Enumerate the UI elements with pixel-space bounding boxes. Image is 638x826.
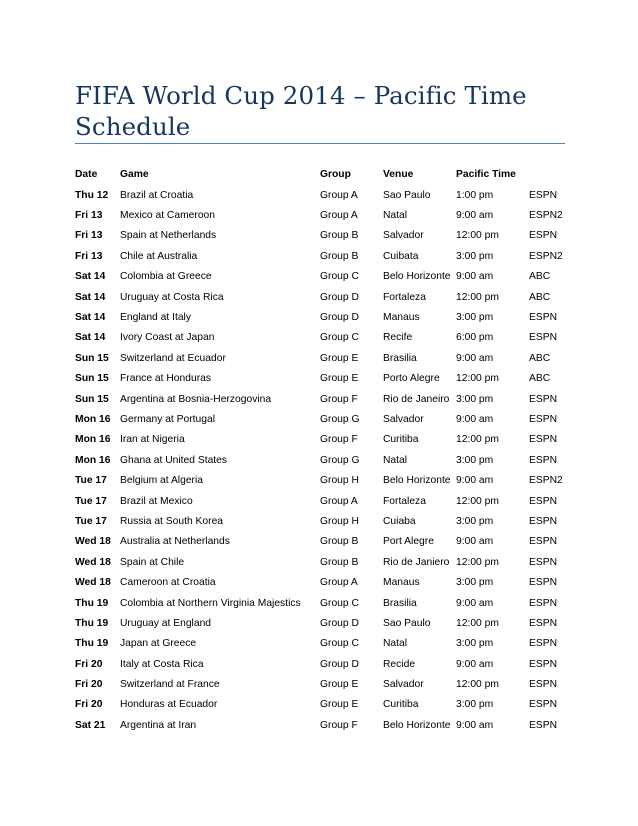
cell-date: Thu 12: [75, 189, 109, 201]
cell-group: Group H: [320, 475, 359, 487]
schedule-body: [75, 185, 575, 736]
table-row: [75, 389, 575, 409]
cell-pacific-time: 12:00 pm: [456, 495, 499, 507]
cell-venue: Port Alegre: [383, 536, 434, 548]
cell-pacific-time: 9:00 am: [456, 597, 494, 609]
cell-venue: Fortaleza: [383, 495, 426, 507]
cell-date: Tue 17: [75, 515, 107, 527]
cell-game: Honduras at Ecuador: [120, 699, 218, 711]
cell-group: Group B: [320, 536, 359, 548]
cell-game: Chile at Australia: [120, 250, 198, 262]
cell-venue: Natal: [383, 638, 408, 650]
cell-venue: Natal: [383, 454, 408, 466]
cell-date: Sat 14: [75, 332, 106, 344]
cell-network: ESPN: [529, 312, 558, 324]
table-row: [75, 532, 575, 552]
cell-pacific-time: 3:00 pm: [456, 393, 494, 405]
cell-venue: Rio de Janiero: [383, 556, 450, 568]
cell-group: Group A: [320, 210, 358, 222]
cell-game: Uruguay at Costa Rica: [120, 291, 224, 303]
cell-pacific-time: 3:00 pm: [456, 454, 494, 466]
cell-group: Group B: [320, 250, 359, 262]
table-row: [75, 450, 575, 470]
cell-venue: Belo Horizonte: [383, 475, 451, 487]
cell-pacific-time: 1:00 pm: [456, 189, 494, 201]
cell-network: ABC: [529, 373, 551, 385]
cell-pacific-time: 9:00 am: [456, 719, 494, 731]
cell-pacific-time: 12:00 pm: [456, 230, 499, 242]
cell-group: Group C: [320, 271, 359, 283]
cell-pacific-time: 3:00 pm: [456, 515, 494, 527]
table-row: [75, 470, 575, 490]
cell-date: Tue 17: [75, 495, 107, 507]
cell-game: Spain at Netherlands: [120, 230, 217, 242]
cell-network: ESPN: [529, 393, 558, 405]
cell-date: Mon 16: [75, 434, 111, 446]
cell-date: Thu 19: [75, 617, 109, 629]
cell-network: ESPN: [529, 434, 558, 446]
cell-game: Mexico at Cameroon: [120, 210, 215, 222]
cell-game: Spain at Chile: [120, 556, 185, 568]
cell-network: ESPN2: [529, 210, 563, 222]
cell-network: ESPN: [529, 577, 558, 589]
cell-venue: Fortaleza: [383, 291, 426, 303]
cell-group: Group E: [320, 699, 359, 711]
cell-date: Fri 13: [75, 230, 103, 242]
table-row: [75, 552, 575, 572]
cell-group: Group F: [320, 434, 358, 446]
cell-pacific-time: 12:00 pm: [456, 291, 499, 303]
cell-venue: Curitiba: [383, 434, 419, 446]
cell-date: Sat 14: [75, 312, 106, 324]
cell-network: ESPN: [529, 230, 558, 242]
cell-network: ESPN: [529, 699, 558, 711]
cell-network: ABC: [529, 271, 551, 283]
cell-group: Group C: [320, 332, 359, 344]
cell-network: ESPN: [529, 515, 558, 527]
cell-venue: Sao Paulo: [383, 189, 431, 201]
table-row: [75, 185, 575, 205]
cell-pacific-time: 3:00 pm: [456, 699, 494, 711]
column-header-game: Game: [120, 168, 149, 180]
cell-pacific-time: 3:00 pm: [456, 312, 494, 324]
cell-date: Wed 18: [75, 577, 111, 589]
cell-game: Uruguay at England: [120, 617, 212, 629]
cell-pacific-time: 12:00 pm: [456, 373, 499, 385]
table-row: [75, 409, 575, 429]
cell-pacific-time: 6:00 pm: [456, 332, 494, 344]
cell-date: Sat 14: [75, 271, 106, 283]
cell-pacific-time: 12:00 pm: [456, 434, 499, 446]
cell-group: Group A: [320, 577, 358, 589]
cell-venue: Manaus: [383, 577, 420, 589]
cell-pacific-time: 9:00 am: [456, 536, 494, 548]
cell-group: Group G: [320, 413, 360, 425]
cell-date: Sun 15: [75, 352, 109, 364]
cell-network: ESPN: [529, 495, 558, 507]
table-row: [75, 267, 575, 287]
cell-game: Italy at Costa Rica: [120, 658, 204, 670]
cell-venue: Cuiaba: [383, 515, 416, 527]
cell-network: ESPN: [529, 413, 558, 425]
cell-game: Cameroon at Croatia: [120, 577, 216, 589]
cell-game: Japan at Greece: [120, 638, 197, 650]
cell-group: Group F: [320, 393, 358, 405]
cell-pacific-time: 12:00 pm: [456, 679, 499, 691]
table-row: [75, 511, 575, 531]
title-underline: [75, 143, 565, 144]
cell-group: Group D: [320, 617, 359, 629]
cell-pacific-time: 9:00 am: [456, 475, 494, 487]
cell-network: ABC: [529, 291, 551, 303]
column-header-date: Date: [75, 168, 98, 180]
cell-group: Group A: [320, 189, 358, 201]
cell-network: ESPN: [529, 332, 558, 344]
cell-date: Fri 20: [75, 679, 103, 691]
table-row: [75, 369, 575, 389]
cell-venue: Manaus: [383, 312, 420, 324]
table-row: [75, 674, 575, 694]
cell-venue: Salvador: [383, 413, 424, 425]
table-row: [75, 205, 575, 225]
column-header-pacific-time: Pacific Time: [456, 168, 516, 180]
cell-pacific-time: 9:00 am: [456, 210, 494, 222]
cell-venue: Rio de Janeiro: [383, 393, 450, 405]
cell-network: ESPN: [529, 454, 558, 466]
cell-pacific-time: 3:00 pm: [456, 577, 494, 589]
table-row: [75, 226, 575, 246]
cell-date: Fri 20: [75, 699, 103, 711]
cell-group: Group D: [320, 291, 359, 303]
cell-game: Colombia at Greece: [120, 271, 212, 283]
cell-game: Australia at Netherlands: [120, 536, 230, 548]
cell-venue: Recife: [383, 332, 413, 344]
cell-date: Wed 18: [75, 556, 111, 568]
cell-group: Group F: [320, 719, 358, 731]
schedule-table: [75, 163, 575, 736]
cell-group: Group C: [320, 597, 359, 609]
page-title: FIFA World Cup 2014 – Pacific Time Schedule: [75, 81, 527, 141]
cell-group: Group H: [320, 515, 359, 527]
cell-group: Group A: [320, 495, 358, 507]
cell-venue: Salvador: [383, 679, 424, 691]
table-row: [75, 613, 575, 633]
cell-date: Fri 13: [75, 210, 103, 222]
cell-game: Ivory Coast at Japan: [120, 332, 215, 344]
cell-pacific-time: 9:00 am: [456, 413, 494, 425]
cell-pacific-time: 3:00 pm: [456, 638, 494, 650]
cell-game: Ghana at United States: [120, 454, 228, 466]
cell-venue: Natal: [383, 210, 408, 222]
table-row: [75, 654, 575, 674]
cell-pacific-time: 12:00 pm: [456, 556, 499, 568]
cell-pacific-time: 12:00 pm: [456, 617, 499, 629]
cell-network: ESPN: [529, 556, 558, 568]
table-row: [75, 593, 575, 613]
table-row: [75, 715, 575, 735]
cell-game: Argentina at Iran: [120, 719, 197, 731]
table-header-row: [75, 163, 575, 185]
cell-game: Germany at Portugal: [120, 413, 216, 425]
cell-group: Group E: [320, 352, 359, 364]
cell-network: ESPN2: [529, 475, 563, 487]
table-row: [75, 287, 575, 307]
cell-group: Group E: [320, 373, 359, 385]
cell-network: ESPN: [529, 638, 558, 650]
column-header-network: [529, 163, 575, 185]
table-row: [75, 695, 575, 715]
cell-date: Mon 16: [75, 454, 111, 466]
table-row: [75, 328, 575, 348]
cell-network: ESPN: [529, 536, 558, 548]
cell-network: ESPN: [529, 597, 558, 609]
cell-group: Group B: [320, 556, 359, 568]
table-row: [75, 572, 575, 592]
cell-network: ESPN: [529, 679, 558, 691]
cell-date: Fri 13: [75, 250, 103, 262]
cell-date: Thu 19: [75, 597, 109, 609]
cell-venue: Salvador: [383, 230, 424, 242]
table-row: [75, 246, 575, 266]
column-header-group: Group: [320, 168, 351, 180]
cell-venue: Cuibata: [383, 250, 419, 262]
cell-pacific-time: 3:00 pm: [456, 250, 494, 262]
cell-date: Wed 18: [75, 536, 111, 548]
cell-venue: Curitiba: [383, 699, 419, 711]
cell-date: Fri 20: [75, 658, 103, 670]
cell-group: Group E: [320, 679, 359, 691]
cell-network: ESPN: [529, 189, 558, 201]
table-row: [75, 307, 575, 327]
cell-group: Group B: [320, 230, 359, 242]
cell-group: Group D: [320, 658, 359, 670]
table-row: [75, 634, 575, 654]
table-row: [75, 348, 575, 368]
cell-date: Sun 15: [75, 373, 109, 385]
cell-network: ESPN: [529, 617, 558, 629]
cell-game: Argentina at Bosnia-Herzogovina: [120, 393, 272, 405]
cell-pacific-time: 9:00 am: [456, 352, 494, 364]
cell-game: Belgium at Algeria: [120, 475, 203, 487]
cell-game: Brazil at Croatia: [120, 189, 194, 201]
cell-venue: Porto Alegre: [383, 373, 440, 385]
cell-game: England at Italy: [120, 312, 191, 324]
cell-game: Iran at Nigeria: [120, 434, 185, 446]
cell-game: Brazil at Mexico: [120, 495, 193, 507]
cell-network: ESPN: [529, 719, 558, 731]
cell-venue: Brasilia: [383, 352, 417, 364]
cell-date: Mon 16: [75, 413, 111, 425]
cell-pacific-time: 9:00 am: [456, 658, 494, 670]
cell-date: Thu 19: [75, 638, 109, 650]
cell-venue: Belo Horizonte: [383, 271, 451, 283]
cell-pacific-time: 9:00 am: [456, 271, 494, 283]
cell-venue: Sao Paulo: [383, 617, 431, 629]
cell-game: Switzerland at France: [120, 679, 220, 691]
cell-network: ESPN2: [529, 250, 563, 262]
cell-date: Sat 21: [75, 719, 106, 731]
table-row: [75, 491, 575, 511]
cell-venue: Belo Horizonte: [383, 719, 451, 731]
cell-game: France at Honduras: [120, 373, 212, 385]
cell-network: ESPN: [529, 658, 558, 670]
cell-date: Sat 14: [75, 291, 106, 303]
column-header-venue: Venue: [383, 168, 414, 180]
cell-venue: Recide: [383, 658, 416, 670]
cell-date: Sun 15: [75, 393, 109, 405]
cell-game: Switzerland at Ecuador: [120, 352, 226, 364]
cell-date: Tue 17: [75, 475, 107, 487]
cell-network: ABC: [529, 352, 551, 364]
cell-group: Group G: [320, 454, 360, 466]
cell-group: Group C: [320, 638, 359, 650]
cell-venue: Brasilia: [383, 597, 417, 609]
cell-game: Colombia at Northern Virginia Majestics: [120, 597, 301, 609]
cell-game: Russia at South Korea: [120, 515, 224, 527]
cell-group: Group D: [320, 312, 359, 324]
table-row: [75, 430, 575, 450]
